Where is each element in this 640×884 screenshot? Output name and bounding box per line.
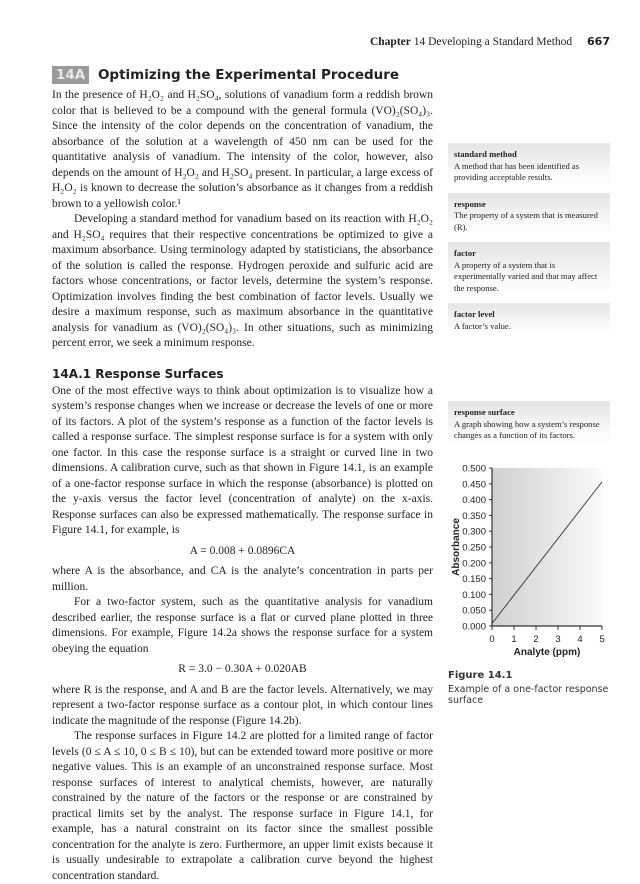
- glossary-entry: [448, 303, 610, 336]
- y-tick-label: 0.450: [462, 479, 486, 490]
- chapter-title: 14 Developing a Standard Method: [414, 36, 572, 48]
- glossary-term: standard method: [454, 149, 604, 161]
- paragraph: The response surfaces in Figure 14.2 are plotted for a limited range of factor levels (0 ≤ A ≤ 10, 0 ≤ B ≤ 10), but can be extended toward more positive or more negative values. This is an example of an unconstrained response surface. Most response surfaces of interest to analytical chemists, however, are naturally constrained by the nature of the factors or the response or are constrained by practical limits set by the analyst. The response surface in Figure 14.1, for example, has a natural constraint on its factor since the smallest possible concentration for the analyte is zero. Furthermore, an upper limit exists because it is usually undesirable to extrapolate a calibration curve beyond the highest concentration standard.: [52, 729, 433, 884]
- x-tick-label: 3: [555, 634, 560, 645]
- equation: R = 3.0 − 0.30A + 0.020AB: [52, 662, 433, 678]
- glossary-definition: A graph showing how a system’s response changes as a function of its factors.: [454, 419, 600, 441]
- glossary-term: response surface: [454, 407, 604, 419]
- paragraph: where R is the response, and A and B are the factor levels. Alternatively, we may represent a two-factor response surface as a contour plot, in which contour lines indicate the magnitude of the response (Figure 14.2b).: [52, 683, 433, 730]
- page-number: 667: [587, 35, 610, 48]
- paragraph: For a two-factor system, such as the quantitative analysis for vanadium described earlier, the response surface is a flat or curved plane plotted in three dimensions. For example, Figure 14.2a shows the response surface for a system obeying the equation: [52, 595, 433, 657]
- x-tick-label: 5: [599, 634, 604, 645]
- x-tick-label: 4: [577, 634, 582, 645]
- glossary-sidebar: [448, 143, 610, 341]
- y-tick-label: 0.300: [462, 527, 486, 538]
- paragraph: Developing a standard method for vanadium based on its reaction with H₂O₂ and H₂SO₄ requires that their respective concentrations be optimized to give a maximum absorbance. Using terminology adapted by statisticians, the absorbance of the solution is called the response. Hydrogen peroxide and sulfuric acid are factors whose concentrations, or factor levels, determine the system’s response. Optimization involves finding the best combination of factor levels. Usually we desire a maximum response, such as maximum absorbance in the quantitative analysis for vanadium as (VO)₂(SO₄)₃. In other situations, such as minimizing percent error, we seek a minimum response.: [52, 212, 433, 352]
- y-tick-label: 0.500: [462, 464, 486, 475]
- glossary-definition: A property of a system that is experimentally varied and that may affect the response.: [454, 260, 597, 293]
- subsection-heading: 14A.1 Response Surfaces: [52, 366, 433, 382]
- glossary-definition: A method that has been identified as providing acceptable results.: [454, 161, 579, 183]
- glossary-definition: The property of a system that is measured (R).: [454, 210, 598, 232]
- section-number: 14A: [52, 66, 89, 84]
- glossary-term: factor level: [454, 309, 604, 321]
- x-tick-label: 2: [533, 634, 538, 645]
- y-tick-label: 0.200: [462, 558, 486, 569]
- glossary-sidebar-2: [448, 401, 610, 451]
- figure-caption: [448, 670, 640, 706]
- section-title: Optimizing the Experimental Procedure: [98, 67, 399, 83]
- glossary-entry: [448, 143, 610, 188]
- paragraph: In the presence of H₂O₂ and H₂SO₄, solutions of vanadium form a reddish brown color that is believed to be a compound with the general formula (VO)₂(SO₄)₃. Since the intensity of the color depends on the concentration of vanadium, the absorbance of the solution at a wavelength of 450 nm can be used for the quantitative analysis of vanadium. The intensity of the color, however, also depends on the amount of H₂O₂ and H₂SO₄ present. In particular, a large excess of H₂O₂ is known to decrease the solution’s absorbance as it changes from a reddish brown to a yellowish color.¹: [52, 88, 433, 212]
- intro-text: [52, 88, 433, 352]
- x-tick-label: 1: [511, 634, 516, 645]
- glossary-definition: A factor’s value.: [454, 321, 511, 331]
- response-surfaces-text: [52, 384, 433, 884]
- y-tick-label: 0.250: [462, 543, 486, 554]
- glossary-entry: [448, 242, 610, 298]
- glossary-entry: [448, 401, 610, 446]
- glossary-term: response: [454, 199, 604, 211]
- y-tick-label: 0.400: [462, 495, 486, 506]
- section-heading: [52, 66, 433, 84]
- paragraph: One of the most effective ways to think about optimization is to visualize how a system’s response changes when we increase or decrease the levels of one or more of its factors. A plot of the system’s response as a function of the factor levels is called a response surface. The simplest response surface is for a system with only one factor. In this case the response surface is a straight or curved line in two dimensions. A calibration curve, such as that shown in Figure 14.1, is an example of a one-factor response surface in which the response (absorbance) is plotted on the y-axis versus the factor level (concentration of analyte) on the x-axis. Response surfaces can also be expressed mathematically. The response surface in Figure 14.1, for example, is: [52, 384, 433, 539]
- equation: A = 0.008 + 0.0896CA: [52, 544, 433, 560]
- figure-14-1-chart: [440, 458, 640, 663]
- x-tick-label: 0: [489, 634, 494, 645]
- y-tick-label: 0.150: [462, 574, 486, 585]
- glossary-entry: [448, 193, 610, 238]
- y-axis-label: Absorbance: [451, 518, 462, 576]
- figure-caption-text: Example of a one-factor response surface: [448, 684, 608, 706]
- x-axis-label: Analyte (ppm): [514, 647, 581, 658]
- y-tick-label: 0.350: [462, 511, 486, 522]
- chapter-label: Chapter: [370, 36, 411, 48]
- y-tick-label: 0.100: [462, 590, 486, 601]
- y-tick-label: 0.050: [462, 606, 486, 617]
- y-tick-label: 0.000: [462, 622, 486, 633]
- figure-label: Figure 14.1: [448, 670, 640, 681]
- glossary-term: factor: [454, 248, 604, 260]
- main-column: [52, 66, 433, 884]
- running-header: [370, 35, 610, 48]
- paragraph: where A is the absorbance, and CA is the analyte’s concentration in parts per million.: [52, 564, 433, 595]
